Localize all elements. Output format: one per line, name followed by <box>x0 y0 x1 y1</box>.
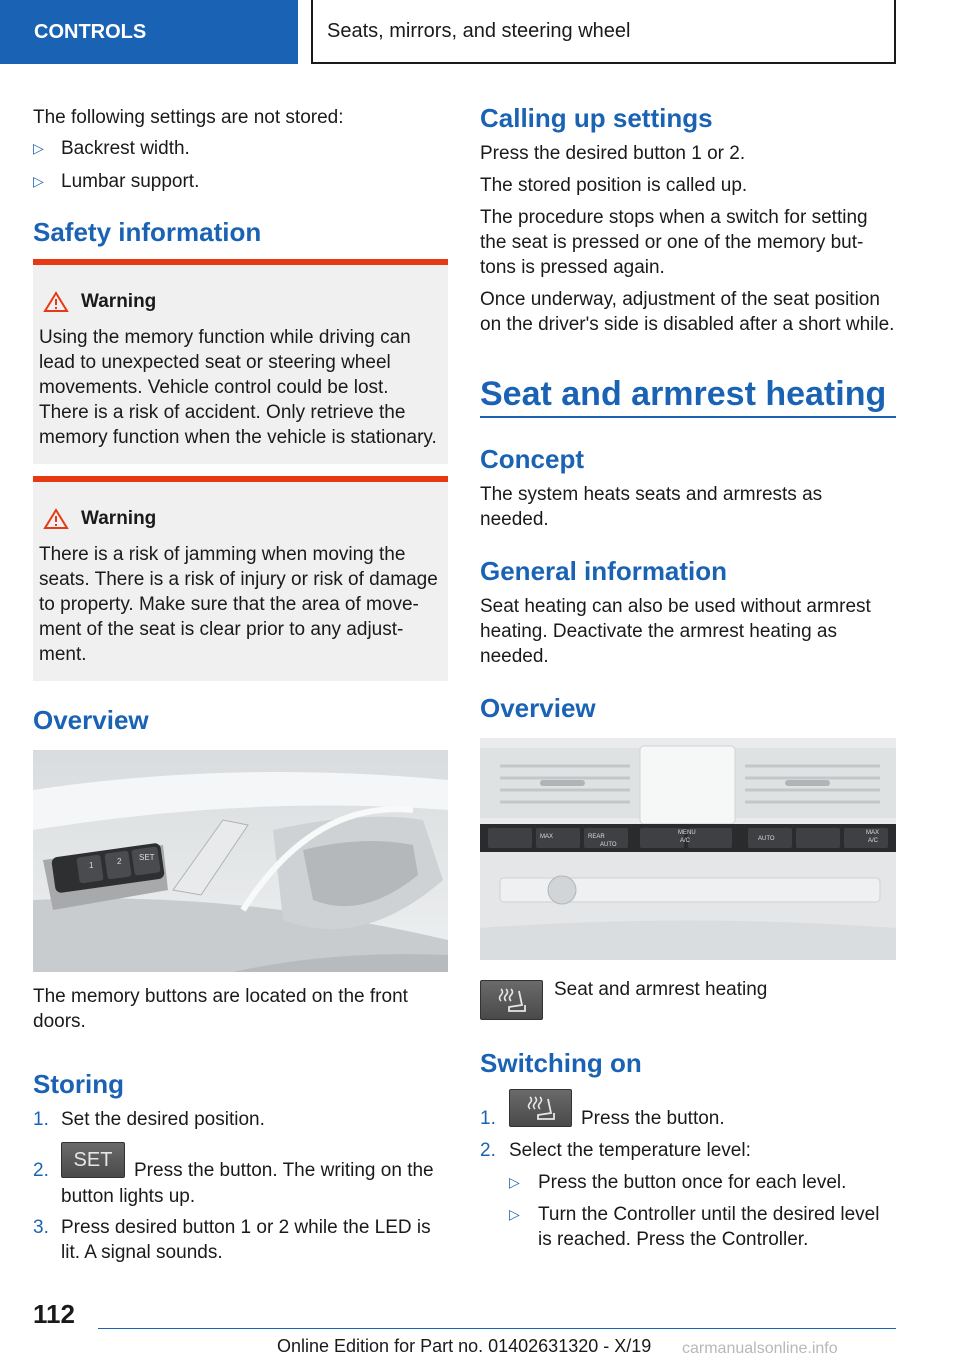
storing-step: 3. Press desired button 1 or 2 while the LED is lit. A signal sounds. <box>33 1217 431 1263</box>
console-label: AUTO <box>758 836 775 842</box>
warning-box <box>33 476 448 681</box>
door-button-labels <box>33 750 448 972</box>
not-stored-item: ▷ Backrest width. <box>33 138 190 159</box>
calling-text: Press the desired button 1 or 2. <box>480 143 746 164</box>
header-title: Seats, mirrors, and steering wheel <box>311 0 896 64</box>
warning-title: Warning <box>43 291 156 313</box>
seat-heating-button-image <box>480 980 543 1020</box>
seat-heating-button-image <box>509 1089 572 1127</box>
image-caption: The memory buttons are located on the front doors. <box>33 986 408 1032</box>
storing-heading: Storing <box>33 1069 124 1099</box>
seat-heating-icon <box>524 1095 558 1121</box>
switch-step: 2. Select the temperature level: <box>480 1140 751 1161</box>
overview-heading-right: Overview <box>480 693 596 723</box>
door-memory-button-2-label: 2 <box>117 857 122 866</box>
warning-triangle-icon <box>43 508 69 530</box>
console-label: A/C <box>680 838 691 844</box>
triangle-bullet-icon: ▷ <box>33 173 44 189</box>
header-section: CONTROLS <box>0 0 298 64</box>
footer-edition: Online Edition for Part no. 01402631320 - X/19 <box>277 1336 652 1356</box>
storing-step: 1. Set the desired position. <box>33 1109 265 1130</box>
heading-rule <box>480 416 896 418</box>
triangle-bullet-icon: ▷ <box>509 1174 520 1190</box>
overview-heading-left: Overview <box>33 705 149 735</box>
icon-caption: Seat and armrest heating <box>554 979 768 1000</box>
warning-body: Using the memory function while driving can lead to unexpected seat or steering wheel movements. Vehicle control could be lost. There is a risk of accident. Only retrieve the memory function when the vehicle is stationary. <box>39 327 437 448</box>
console-label: A/C <box>868 838 879 844</box>
warning-body: There is a risk of jamming when moving the seats. There is a risk of injury or risk of damage to property. Make sure that the area of move- ment of the seat is clear prior to any adjust- ment. <box>39 544 438 665</box>
seat-heating-icon <box>495 987 529 1013</box>
not-stored-item: ▷ Lumbar support. <box>33 171 200 192</box>
concept-heading: Concept <box>480 444 584 474</box>
switch-step: 1. Press the button. <box>480 1089 900 1129</box>
console-label: MENU <box>678 830 696 836</box>
general-heading: General information <box>480 556 728 586</box>
temperature-sub-item: ▷ Turn the Controller until the desired level is reached. Press the Controller. <box>509 1204 880 1250</box>
storing-step: 2. SET Press the button. The writing on the button lights up. <box>33 1142 453 1202</box>
watermark: carmanualsonline.info <box>682 1340 838 1357</box>
main-heading: Seat and armrest heating <box>480 375 887 413</box>
warning-title: Warning <box>43 508 156 530</box>
console-label: AUTO <box>600 842 617 848</box>
console-label: REAR <box>588 834 605 840</box>
procedure-text: The procedure stops when a switch for setting the seat is pressed or one of the memory but- tons is pressed again. <box>480 207 868 278</box>
switching-heading: Switching on <box>480 1048 642 1078</box>
calling-text: The stored position is called up. <box>480 175 748 196</box>
intro-text: The following settings are not stored: <box>33 107 344 128</box>
triangle-bullet-icon: ▷ <box>509 1206 520 1222</box>
console-label: MAX <box>540 834 554 840</box>
calling-heading: Calling up settings <box>480 103 713 133</box>
door-memory-button-1-label: 1 <box>89 861 94 870</box>
page-number: 112 <box>33 1299 75 1329</box>
warning-box <box>33 259 448 464</box>
set-button-image: SET <box>61 1142 125 1178</box>
triangle-bullet-icon: ▷ <box>33 140 44 156</box>
footer-rule <box>98 1328 896 1329</box>
underway-text: Once underway, adjustment of the seat position on the driver's side is disabled after a short while. <box>480 289 895 335</box>
concept-text: The system heats seats and armrests as needed. <box>480 484 823 530</box>
temperature-sub-item: ▷ Press the button once for each level. <box>509 1172 847 1193</box>
console-label: MAX <box>866 830 880 836</box>
warning-triangle-icon <box>43 291 69 313</box>
door-set-button-label: SET <box>139 853 155 862</box>
general-text: Seat heating can also be used without armrest heating. Deactivate the armrest heating as needed. <box>480 596 871 667</box>
console-button-labels <box>480 738 896 960</box>
safety-heading: Safety information <box>33 217 262 247</box>
